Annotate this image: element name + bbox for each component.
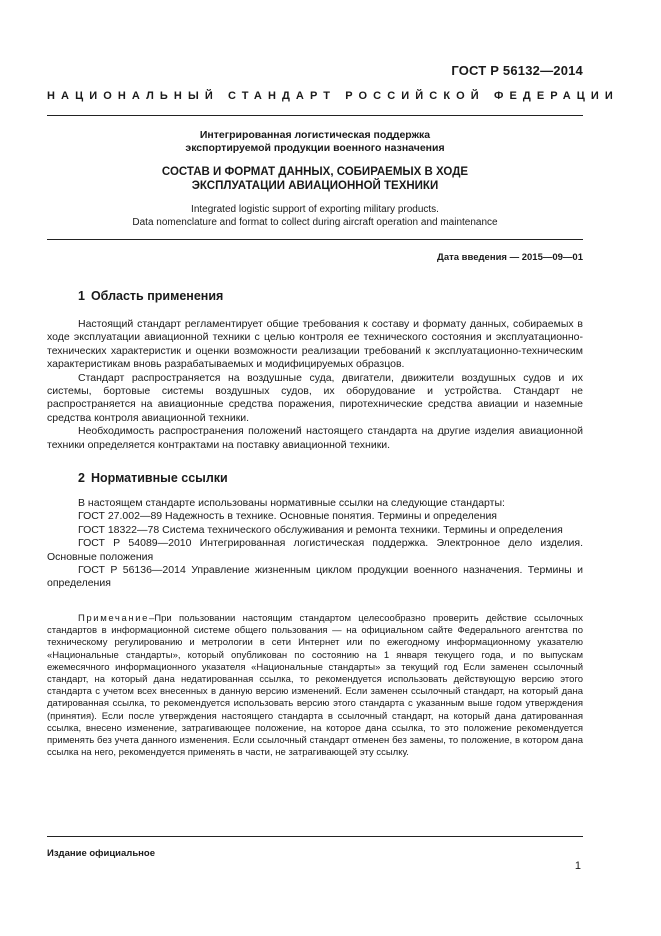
section-2-number: 2 <box>78 471 85 485</box>
title-divider <box>47 239 583 240</box>
normative-reference: ГОСТ 18322—78 Система технического обслуживания и ремонта техники. Термины и определения <box>78 523 563 536</box>
section-1-body <box>47 318 583 452</box>
title-subject-line-2: экспортируемой продукции военного назначения <box>185 142 445 154</box>
section-1-heading <box>47 289 583 303</box>
title-main-line-2: ЭКСПЛУАТАЦИИ АВИАЦИОННОЙ ТЕХНИКИ <box>191 180 439 192</box>
note-text: При пользовании настоящим стандартом целесообразно проверить действие ссылочных стандартов в информационной системе общего пользования — на официальном сайте Федерального агентства по техническому регулированию и метрологии в сети Интернет или по ежегодному информационному указателю «Национальные стандарты», который опубликован по состоянию на 1 января текущего года, и по выпускам ежемесячного информационного указателя «Национальные стандарты» за текущий год Если заменен ссылочный стандарт, на который дана недатированная ссылка, то рекомендуется использовать действующую версию этого стандарта с учетом всех внесенных в данную версию изменений. Если заменен ссылочный стандарт, на который дана датированная ссылка, то рекомендуется использовать версию этого стандарта с указанным выше годом утверждения (принятия). Если после утверждения настоящего стандарта в ссылочный стандарт, на который дана датированная ссылка, внесено изменение, затрагивающее положение, на которое дана ссылка, то это положение рекомендуется применять без учета данного изменения. Если ссылочный стандарт отменен без замены, то положение, в котором дана ссылка на него, рекомендуется применять в части, не затрагивающей эту ссылку. <box>47 613 583 759</box>
title-main-line-1: СОСТАВ И ФОРМАТ ДАННЫХ, СОБИРАЕМЫХ В ХОДЕ <box>161 166 469 178</box>
note-dash: – <box>149 613 155 624</box>
section-1-title: Область применения <box>90 289 224 303</box>
section-2-body <box>47 497 583 591</box>
title-subject <box>47 129 583 155</box>
standard-code: ГОСТ Р 56132—2014 <box>451 63 583 78</box>
section-2-heading <box>47 471 583 485</box>
note-label: Примечание <box>78 613 149 624</box>
title-english-line-1: Integrated logistic support of exporting military products. <box>191 204 439 215</box>
footer-divider <box>47 836 583 837</box>
title-subject-line-1: Интегрированная логистическая поддержка <box>199 129 431 141</box>
section-2-paragraph: В настоящем стандарте использованы нормативные ссылки на следующие стандарты: <box>78 497 505 509</box>
title-main <box>47 165 583 193</box>
title-block <box>47 129 583 229</box>
normative-reference: ГОСТ Р 56136—2014 Управление жизненным циклом продукции военного назначения. Термины и определения <box>47 564 583 590</box>
title-english-line-2: Data nomenclature and format to collect during aircraft operation and maintenance <box>132 217 498 228</box>
normative-reference: ГОСТ Р 54089—2010 Интегрированная логистическая поддержка. Электронное дело изделия. Основные положения <box>47 537 583 563</box>
note-paragraph <box>47 613 583 759</box>
page-number: 1 <box>574 860 581 872</box>
section-2-title: Нормативные ссылки <box>90 471 228 485</box>
section-1-number: 1 <box>78 289 85 303</box>
introduction-date: Дата введения — 2015—09—01 <box>437 252 583 263</box>
title-english <box>47 203 583 229</box>
edition-label: Издание официальное <box>47 848 155 859</box>
top-divider <box>47 115 583 116</box>
section-1-paragraph: Стандарт распространяется на воздушные суда, двигатели, движители воздушных судов и их системы, бортовые системы воздушных судов, их оборудование и устройства. Стандарт не распространяется на авиационные средства поражения, пиротехнические средства авиации и наземные средства контроля авиационной техники. <box>47 371 583 424</box>
normative-reference: ГОСТ 27.002—89 Надежность в технике. Основные понятия. Термины и определения <box>78 510 497 523</box>
section-1-paragraph: Необходимость распространения положений настоящего стандарта на другие изделия авиационной техники определяется контрактами на поставку авиационной техники. <box>47 425 583 451</box>
section-1-paragraph: Настоящий стандарт регламентирует общие требования к составу и формату данных, собираемых в ходе эксплуатации авиационной техники с целью контроля ее технического состояния и эксплуатационно-технических характеристик и оценки возможности реализации требований к эксплуатационно-техническим характеристикам вновь разрабатываемых и модифицируемых образцов. <box>47 318 583 371</box>
national-standard-heading: НАЦИОНАЛЬНЫЙ СТАНДАРТ РОССИЙСКОЙ ФЕДЕРАЦИИ <box>47 90 619 102</box>
